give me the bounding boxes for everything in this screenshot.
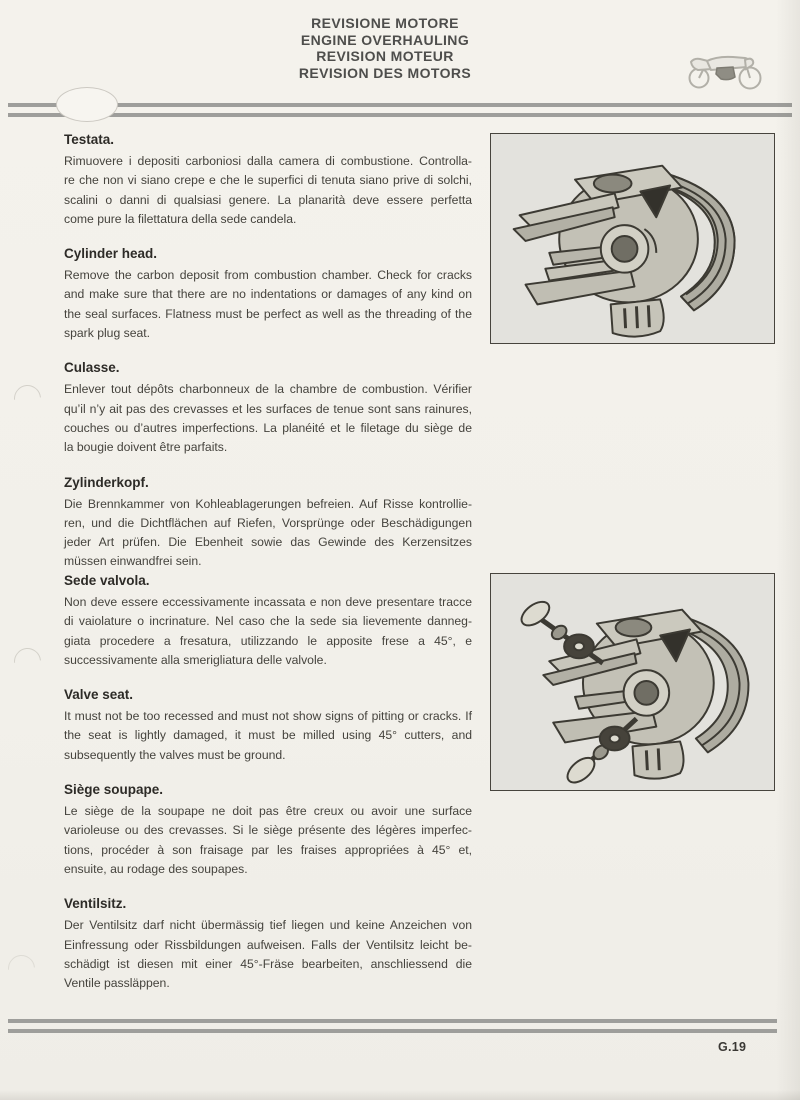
title-french: REVISION MOTEUR	[316, 48, 454, 64]
page-number: G.19	[718, 1040, 747, 1054]
punch-hole-mark	[2, 949, 40, 987]
punch-hole-mark	[8, 642, 46, 680]
section-heading: Zylinderkopf.	[64, 474, 149, 490]
section-valve-seat	[64, 687, 472, 765]
punch-hole-mark	[8, 379, 46, 417]
motorcycle-icon	[683, 46, 767, 90]
section-body: Rimuovere i depositi carboniosi dalla camera di combustione. Controlla- re che non vi siano crepe e che le superfici di tenuta siano prive di solchi, scalini o danni di qualsiasi genere. La planarità deve essere perfetta come pure la filettatura della sede candela.	[64, 154, 472, 226]
section-body: Die Brennkammer von Kohleablagerungen befreien. Auf Risse kontrollie- ren, und die Dichtflächen auf Riefen, Vorsprünge oder Beschädigungen jeder Art prüfen. Die Ebenheit sowie das Gewinde des Kerzensitzes müssen einwandfrei sein.	[64, 496, 472, 569]
section-body: Der Ventilsitz darf nicht übermässig tief liegen und keine Anzeichen von Einfressung oder Rissbildungen aufweisen. Falls der Ventilsitz leicht be- schädigt ist diesen mit einer 45°-Fräse bearbeiten, anschliessend die Ventile passläppen.	[64, 918, 472, 991]
section-body: It must not be too recessed and must not show signs of pitting or cracks. If the seat is lightly damaged, it must be milled using 45° cutters, and subsequently the valves must be ground.	[64, 709, 472, 762]
cylinder-head-illustration	[490, 133, 775, 344]
text-column-valve-seat	[64, 573, 472, 1010]
text-column-cylinder-head	[64, 132, 472, 589]
paper-edge-shadow	[0, 1090, 800, 1100]
page-title	[0, 15, 770, 81]
section-siege-soupape	[64, 782, 472, 879]
section-testata	[64, 132, 472, 229]
section-heading: Testata.	[64, 132, 115, 147]
section-heading: Sede valvola.	[64, 573, 150, 588]
paper-edge-shadow	[776, 0, 800, 1100]
top-rule-lower	[8, 113, 792, 117]
section-heading: Valve seat.	[64, 687, 134, 703]
title-italian: REVISIONE MOTORE	[311, 15, 459, 31]
valve-top	[517, 597, 602, 663]
section-culasse	[64, 360, 472, 457]
section-heading: Ventilsitz.	[64, 896, 127, 912]
section-heading: Cylinder head.	[64, 246, 158, 262]
bottom-rule-lower	[8, 1029, 777, 1033]
title-english: ENGINE OVERHAULING	[300, 31, 470, 48]
section-sede-valvola	[64, 573, 472, 670]
section-zylinderkopf	[64, 475, 472, 572]
cylinder-head-with-valves-illustration	[490, 573, 775, 791]
section-cylinder-head	[64, 246, 472, 343]
section-ventilsitz	[64, 896, 472, 993]
title-german: REVISION DES MOTORS	[298, 64, 472, 81]
bottom-rule-upper	[8, 1019, 777, 1023]
engine-block-shape	[716, 67, 735, 80]
section-body: Enlever tout dépôts charbonneux de la chambre de combustion. Vérifier qu’il n’y ait pas des crevasses et les surfaces de tenue sont sans rainures, couches ou d’autres imperfections. La planéité et le filetage du siège de la bougie doivent être parfaits.	[64, 382, 472, 455]
section-heading: Culasse.	[64, 360, 120, 376]
section-body: Remove the carbon deposit from combustion chamber. Check for cracks and make sure that there are no indentations or damages of any kind on the seal surfaces. Flatness must be perfect as well as the threading of the spark plug seat.	[64, 268, 472, 341]
section-body: Non deve essere eccessivamente incassata e non deve presentare tracce di vaiolature o incrinature. Nel caso che la sede sia lievemente danneg- giata procedere a fresatura, utilizzando le apposite frese a 45°, e successivamente alla smerigliatura delle valvole.	[64, 595, 472, 667]
binder-ring	[56, 87, 118, 122]
top-rule-upper	[8, 103, 792, 107]
section-body: Le siège de la soupape ne doit pas être creux ou avoir une surface varioleuse ou des crevasses. Si le siège présente des légères imperfec- tions, procéder à son fraisage par les fraises appropriées à 45° et, ensuite, au rodage des soupapes.	[64, 804, 472, 876]
section-heading: Siège soupape.	[64, 782, 164, 798]
